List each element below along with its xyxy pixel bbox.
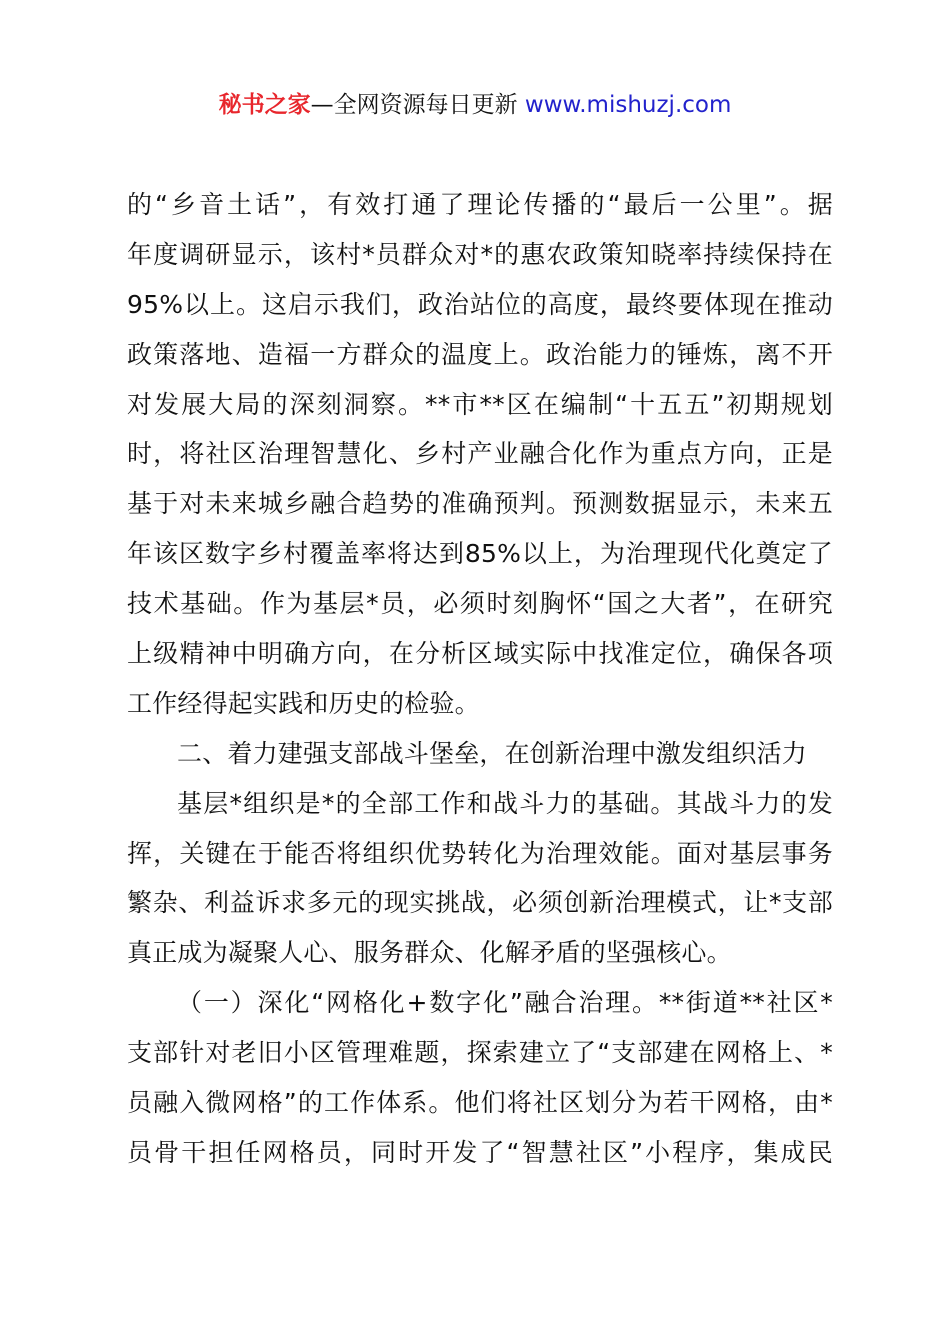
text-line: 的“乡音土话”，有效打通了理论传播的“最后一公里”。据 — [127, 190, 833, 219]
text-line: 上级精神中明确方向，在分析区域实际中找准定位，确保各项 — [127, 639, 833, 669]
text-line: 真正成为凝聚人心、服务群众、化解矛盾的坚强核心。 — [127, 938, 732, 968]
brand-name: 秘书之家 — [218, 92, 311, 118]
text-line: 时，将社区治理智慧化、乡村产业融合化作为重点方向，正是 — [127, 439, 833, 469]
text-line: （一）深化“网格化+数字化”融合治理。**街道**社区* — [177, 988, 833, 1018]
text-line: 政策落地、造福一方群众的温度上。政治能力的锤炼，离不开 — [127, 339, 833, 369]
text-line: 年该区数字乡村覆盖率将达到85%以上，为治理现代化奠定了 — [127, 539, 833, 569]
text-line: 对发展大局的深刻洞察。**市**区在编制“十五五”初期规划 — [127, 389, 833, 419]
text-line: 技术基础。作为基层*员，必须时刻胸怀“国之大者”，在研究 — [127, 589, 833, 619]
text-line: 支部针对老旧小区管理难题，探索建立了“支部建在网格上、* — [127, 1038, 833, 1068]
document-body — [127, 180, 833, 1178]
text-line: 员融入微网格”的工作体系。他们将社区划分为若干网格，由* — [127, 1088, 833, 1118]
text-line: 挥，关键在于能否将组织优势转化为治理效能。面对基层事务 — [127, 838, 833, 868]
text-line: 基层*组织是*的全部工作和战斗力的基础。其战斗力的发 — [177, 788, 833, 818]
text-line: 年度调研显示，该村*员群众对*的惠农政策知晓率持续保持在 — [127, 239, 833, 269]
text-line: 工作经得起实践和历史的检验。 — [127, 688, 480, 718]
section-heading: 二、着力建强支部战斗堡垒，在创新治理中激发组织活力 — [177, 738, 808, 768]
header-slogan: —全网资源每日更新 — [310, 92, 525, 118]
text-line: 95%以上。这启示我们，政治站位的高度，最终要体现在推动 — [127, 289, 833, 319]
text-line: 员骨干担任网格员，同时开发了“智慧社区”小程序，集成民 — [127, 1137, 833, 1167]
site-url-link[interactable]: www.mishuzj.com — [524, 92, 732, 118]
site-header — [0, 88, 950, 122]
text-line: 基于对未来城乡融合趋势的准确预判。预测数据显示，未来五 — [127, 489, 833, 519]
text-line: 繁杂、利益诉求多元的现实挑战，必须创新治理模式，让*支部 — [127, 888, 833, 918]
